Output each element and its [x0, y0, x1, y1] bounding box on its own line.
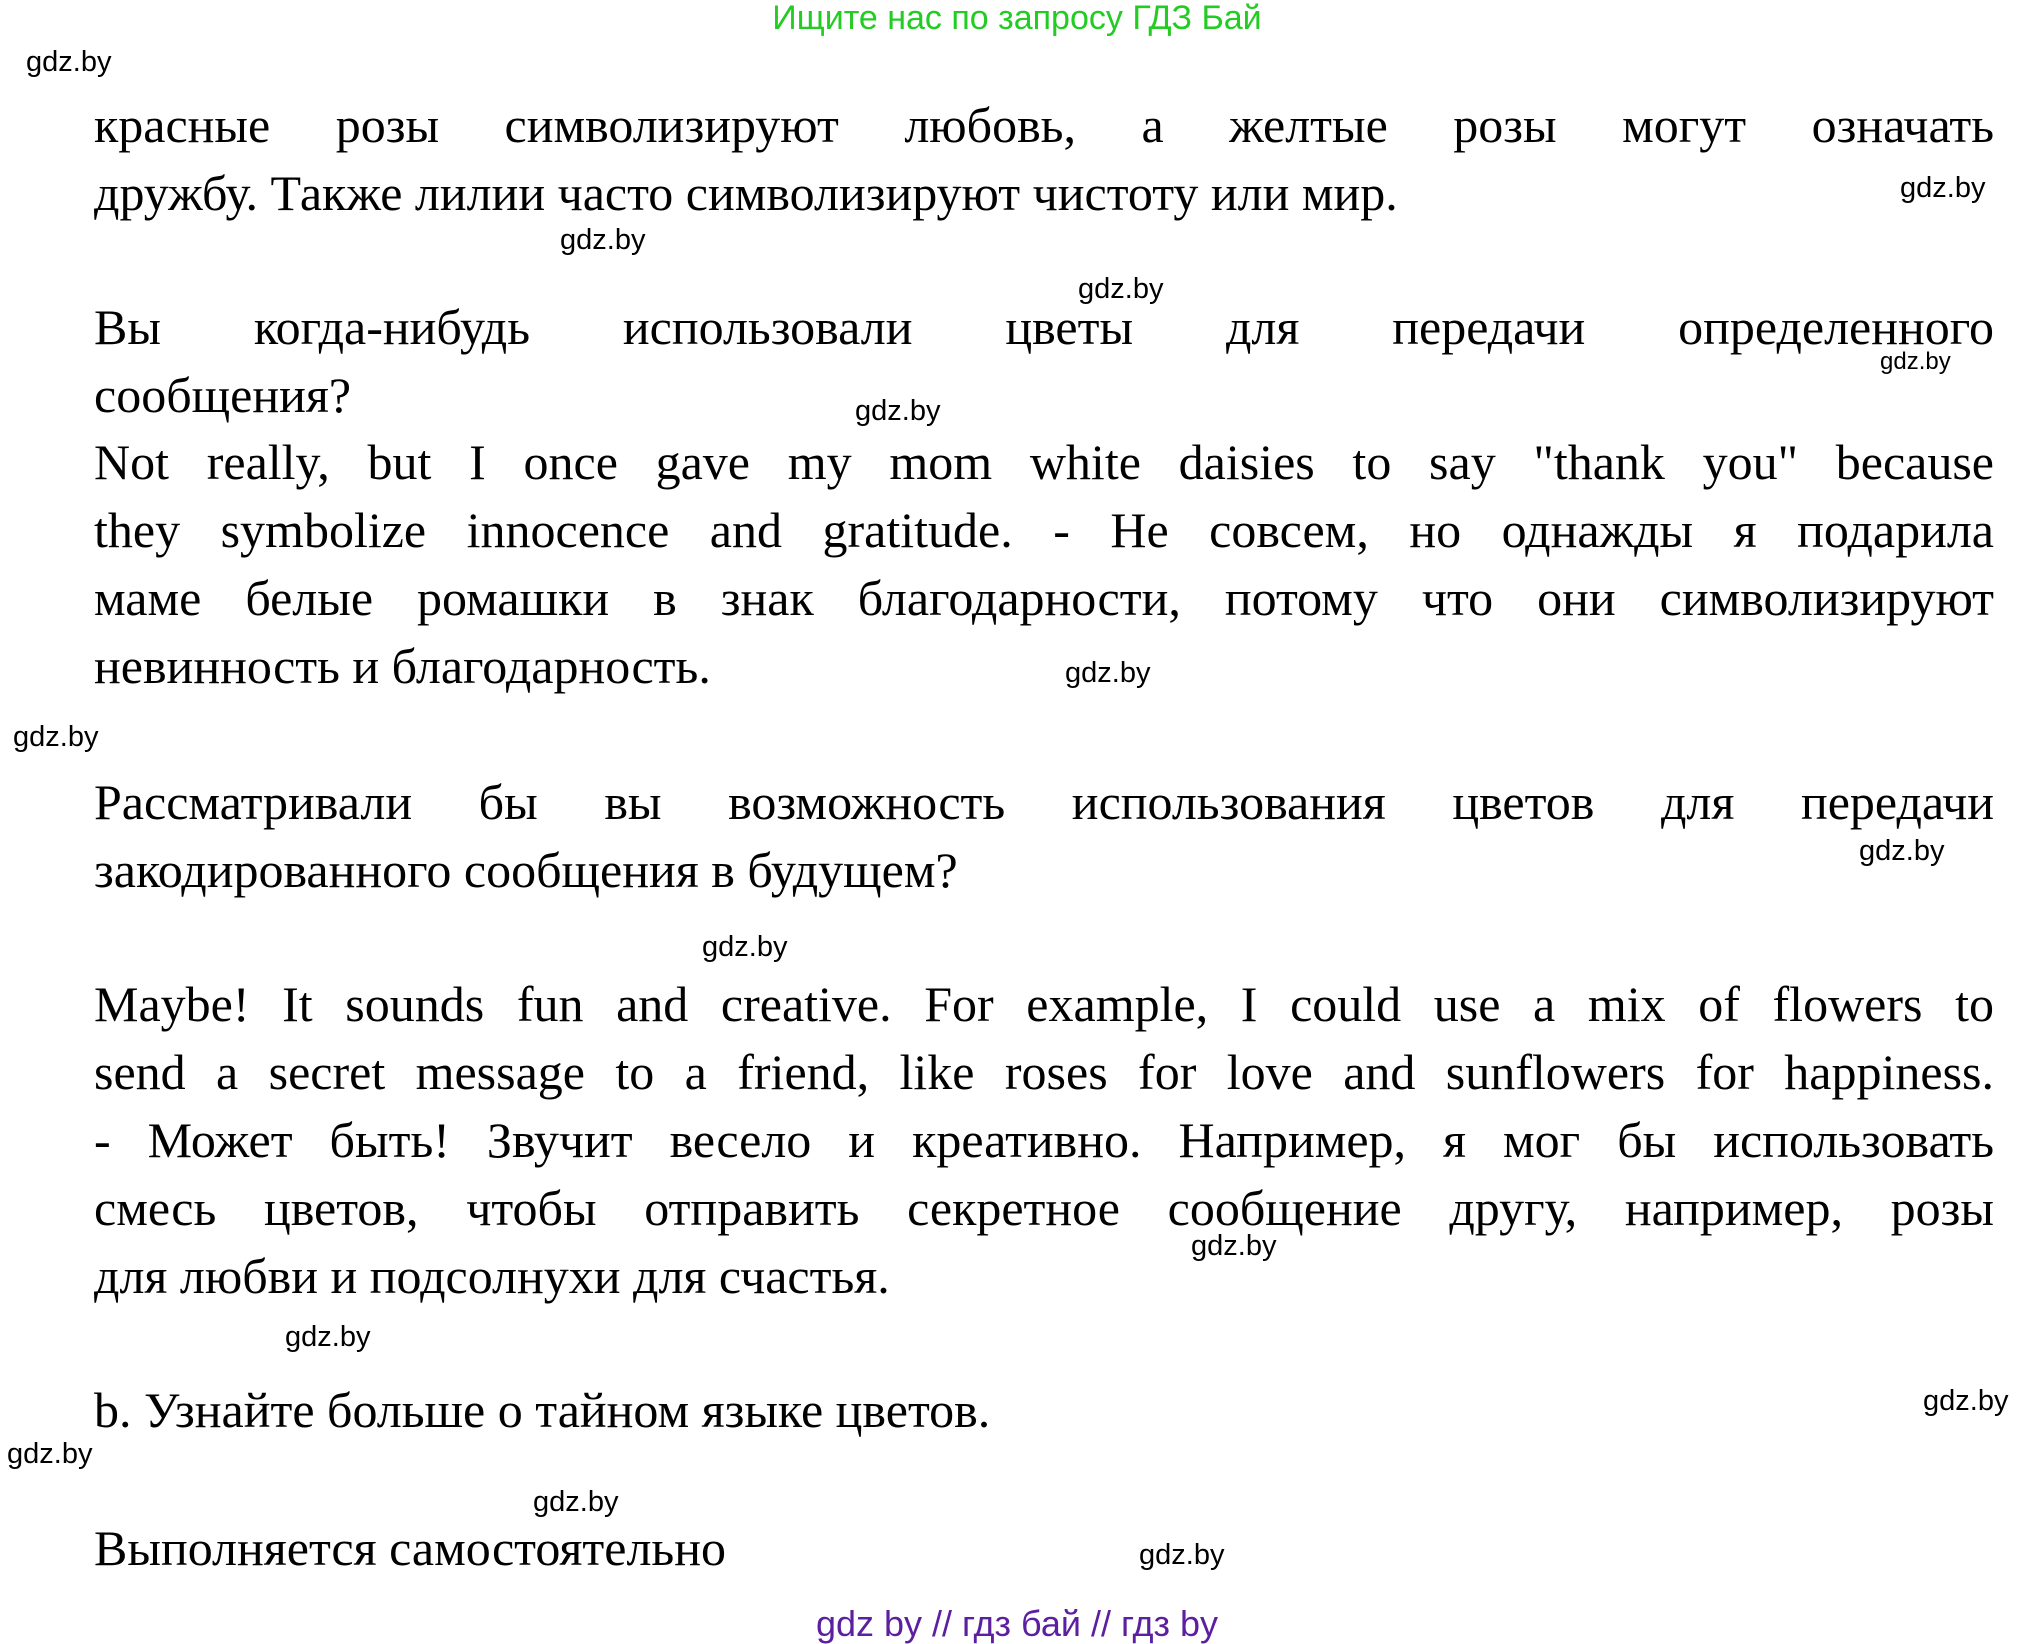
- watermark: gdz.by: [560, 224, 646, 256]
- watermark: gdz.by: [855, 395, 941, 427]
- watermark: gdz.by: [26, 46, 112, 78]
- text-line: b. Узнайте больше о тайном языке цветов.: [94, 1382, 991, 1438]
- footer-links: gdz by // гдз бай // гдз by: [815, 1603, 1219, 1644]
- text-line: - Может быть! Звучит весело и креативно. Например, я мог бы использовать: [94, 1112, 1994, 1168]
- text-line: закодированного сообщения в будущем?: [94, 842, 958, 898]
- watermark: gdz.by: [1900, 172, 1986, 204]
- text-line: красные розы символизируют любовь, а желтые розы могут означать: [94, 97, 1994, 153]
- watermark: gdz.by: [1880, 348, 1951, 375]
- watermark: gdz.by: [1191, 1230, 1277, 1262]
- answer-1: [94, 428, 1994, 700]
- task-b: [94, 1376, 1994, 1444]
- text-line: сообщения?: [94, 367, 352, 423]
- text-line: Рассматривали бы вы возможность использования цветов для передачи: [94, 774, 1994, 830]
- text-line: Maybe! It sounds fun and creative. For example, I could use a mix of flowers to: [94, 976, 1994, 1032]
- text-line: they symbolize innocence and gratitude. - Не совсем, но однажды я подарила: [94, 502, 1994, 558]
- text-line: невинность и благодарность.: [94, 638, 711, 694]
- watermark: gdz.by: [285, 1321, 371, 1353]
- text-line: Not really, but I once gave my mom white daisies to say "thank you" because: [94, 434, 1994, 490]
- search-hint-banner: Ищите нас по запросу ГДЗ Бай: [772, 0, 1262, 37]
- text-line: для любви и подсолнухи для счастья.: [94, 1248, 890, 1304]
- watermark: gdz.by: [702, 931, 788, 963]
- watermark: gdz.by: [1078, 273, 1164, 305]
- watermark: gdz.by: [533, 1486, 619, 1518]
- watermark: gdz.by: [13, 721, 99, 753]
- text-line: дружбу. Также лилии часто символизируют чистоту или мир.: [94, 165, 1398, 221]
- text-line: send a secret message to a friend, like roses for love and sunflowers for happiness.: [94, 1044, 1994, 1100]
- text-line: смесь цветов, чтобы отправить секретное сообщение другу, например, розы: [94, 1180, 1994, 1236]
- paragraph-flowers-meaning: [94, 91, 1994, 227]
- question-2: [94, 768, 1994, 904]
- task-b-answer: [94, 1514, 1994, 1582]
- watermark: gdz.by: [7, 1438, 93, 1470]
- watermark: gdz.by: [1139, 1539, 1225, 1571]
- watermark: gdz.by: [1065, 657, 1151, 689]
- text-line: маме белые ромашки в знак благодарности, потому что они символизируют: [94, 570, 1994, 626]
- text-line: Выполняется самостоятельно: [94, 1520, 726, 1576]
- watermark: gdz.by: [1859, 835, 1945, 867]
- question-1: [94, 293, 1994, 429]
- watermark: gdz.by: [1923, 1385, 2009, 1417]
- answer-2: [94, 970, 1994, 1310]
- text-line: Вы когда-нибудь использовали цветы для передачи определенного: [94, 299, 1994, 355]
